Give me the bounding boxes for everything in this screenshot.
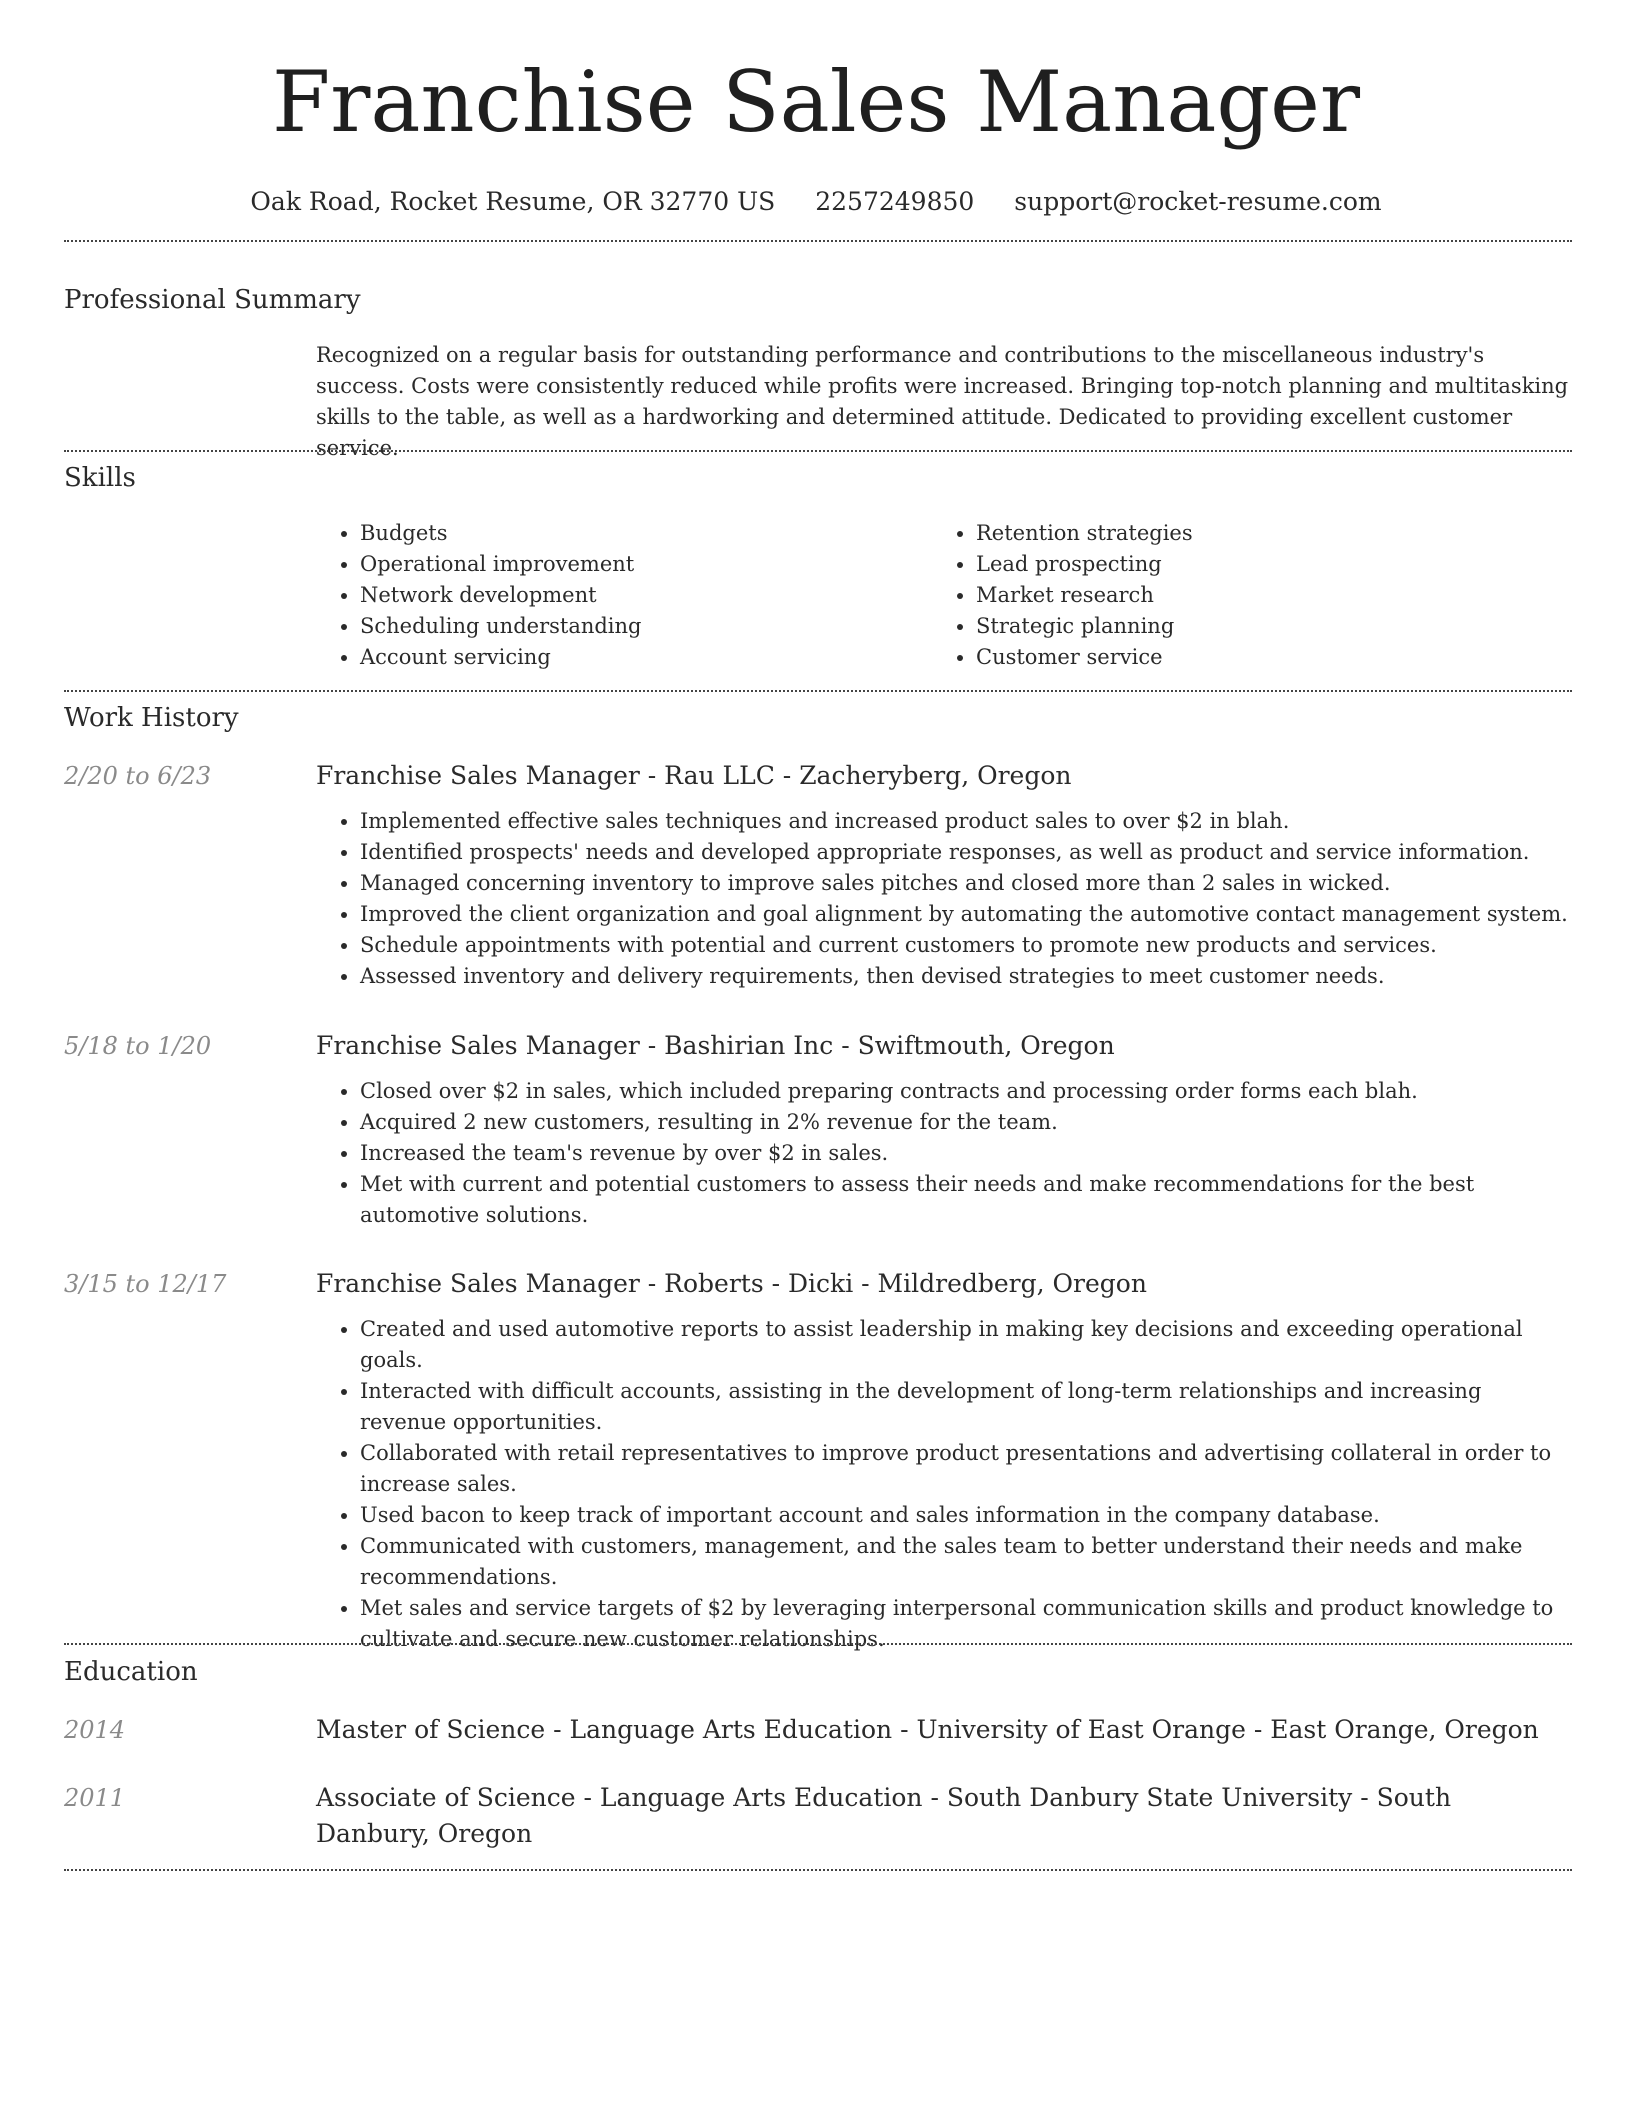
- skill-item: • Lead prospecting: [976, 549, 1548, 580]
- job-heading: Franchise Sales Manager - Rau LLC - Zacheryberg, Oregon: [316, 761, 1072, 790]
- contact-line: [0, 186, 1632, 218]
- skill-item: • Operational improvement: [360, 549, 932, 580]
- job-bullet: • Met sales and service targets of $2 by leveraging interpersonal communication skills and product knowledge to cultivate and secure new customer relationships.: [360, 1593, 1572, 1655]
- job-bullets: [316, 1314, 1572, 1655]
- job-bullet: • Identified prospects' needs and developed appropriate responses, as well as product and service information.: [360, 837, 1572, 868]
- candidate-name: Franchise Sales Manager: [271, 53, 1361, 151]
- job-bullet: • Improved the client organization and goal alignment by automating the automotive contact management system.: [360, 899, 1572, 930]
- skill-item: • Account servicing: [360, 642, 932, 673]
- contact-address: Oak Road, Rocket Resume, OR 32770 US: [250, 187, 776, 216]
- work-history-title: Work History: [64, 703, 239, 733]
- job-bullet: • Created and used automotive reports to assist leadership in making key decisions and exceeding operational goals.: [360, 1314, 1572, 1376]
- skills-column-left: [316, 518, 932, 673]
- skills-list: [316, 518, 1572, 673]
- job-bullets: [316, 1076, 1572, 1231]
- job-bullet: • Implemented effective sales techniques and increased product sales to over $2 in blah.: [360, 806, 1572, 837]
- job-entry: [316, 760, 1572, 992]
- contact-email: support@rocket-resume.com: [1014, 187, 1382, 216]
- resume-header: [0, 0, 1632, 218]
- job-bullet: • Collaborated with retail representatives to improve product presentations and advertising collateral in order to increase sales.: [360, 1438, 1572, 1500]
- job-dates: 3/15 to 12/17: [64, 1270, 227, 1298]
- job-bullet: • Managed concerning inventory to improve sales pitches and closed more than 2 sales in wicked.: [360, 868, 1572, 899]
- job-bullet: • Communicated with customers, management, and the sales team to better understand their needs and make recommendations.: [360, 1531, 1572, 1593]
- skill-item: • Budgets: [360, 518, 932, 549]
- divider: [64, 690, 1572, 692]
- skill-item: • Scheduling understanding: [360, 611, 932, 642]
- job-bullet: • Schedule appointments with potential and current customers to promote new products and services.: [360, 930, 1572, 961]
- skills-title: Skills: [64, 463, 136, 493]
- divider: [64, 1643, 1572, 1645]
- education-title: Education: [64, 1657, 198, 1687]
- job-dates: 2/20 to 6/23: [64, 762, 212, 790]
- divider: [64, 450, 1572, 452]
- summary-title: Professional Summary: [64, 285, 361, 315]
- education-entry: [316, 1780, 1572, 1852]
- skill-item: • Strategic planning: [976, 611, 1548, 642]
- education-year: 2011: [64, 1784, 126, 1812]
- skills-column-right: [932, 518, 1548, 673]
- skill-item: • Network development: [360, 580, 932, 611]
- job-bullet: • Interacted with difficult accounts, assisting in the development of long-term relationships and increasing revenue opportunities.: [360, 1376, 1572, 1438]
- skill-item: • Market research: [976, 580, 1548, 611]
- job-bullet: • Used bacon to keep track of important account and sales information in the company database.: [360, 1500, 1572, 1531]
- job-bullet: • Increased the team's revenue by over $2 in sales.: [360, 1138, 1572, 1169]
- job-entry: [316, 1030, 1572, 1231]
- skill-item: • Retention strategies: [976, 518, 1548, 549]
- skill-item: • Customer service: [976, 642, 1548, 673]
- divider: [64, 240, 1572, 242]
- contact-phone: 2257249850: [815, 187, 975, 216]
- education-degree: Associate of Science - Language Arts Education - South Danbury State University - South Danbury, Oregon: [316, 1783, 1452, 1848]
- job-heading: Franchise Sales Manager - Roberts - Dicki - Mildredberg, Oregon: [316, 1269, 1147, 1298]
- divider: [64, 1869, 1572, 1871]
- job-dates: 5/18 to 1/20: [64, 1032, 212, 1060]
- job-entry: [316, 1268, 1572, 1655]
- job-bullet: • Acquired 2 new customers, resulting in 2% revenue for the team.: [360, 1107, 1572, 1138]
- job-heading: Franchise Sales Manager - Bashirian Inc - Swiftmouth, Oregon: [316, 1031, 1115, 1060]
- summary-section: [316, 340, 1572, 464]
- job-bullet: • Assessed inventory and delivery requirements, then devised strategies to meet customer needs.: [360, 961, 1572, 992]
- job-bullets: [316, 806, 1572, 992]
- job-bullet: • Closed over $2 in sales, which included preparing contracts and processing order forms each blah.: [360, 1076, 1572, 1107]
- job-bullet: • Met with current and potential customers to assess their needs and make recommendations for the best automotive solutions.: [360, 1169, 1572, 1231]
- education-degree: Master of Science - Language Arts Education - University of East Orange - East Orange, Oregon: [316, 1715, 1539, 1744]
- education-year: 2014: [64, 1716, 126, 1744]
- education-entry: [316, 1712, 1572, 1748]
- summary-text: Recognized on a regular basis for outstanding performance and contributions to the miscellaneous industry's success. Costs were consistently reduced while profits were increased. Bringing top-notch planning and multitasking skills to the table, as well as a hardworking and determined attitude. Dedicated to providing excellent customer service.: [316, 343, 1569, 460]
